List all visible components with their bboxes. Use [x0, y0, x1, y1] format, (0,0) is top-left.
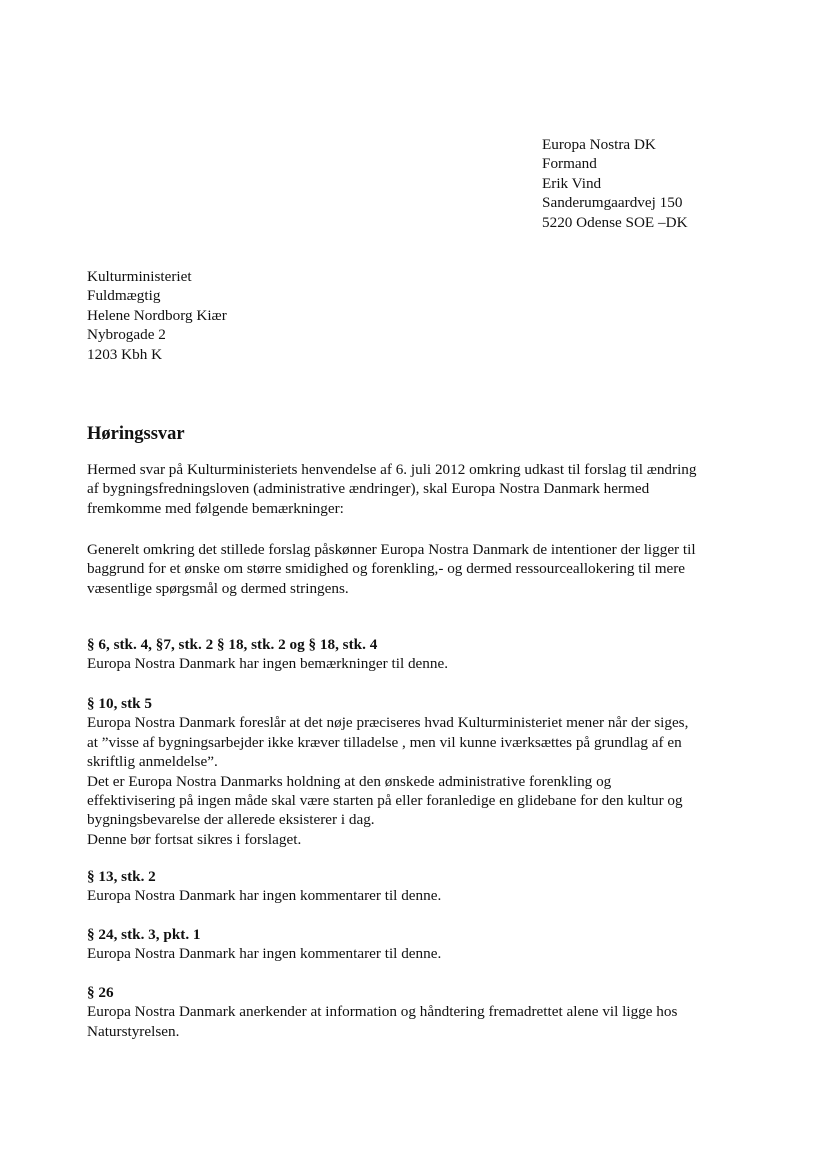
general-line: baggrund for et ønske om større smidighed og forenkling,- og dermed ressourceallokering til mere — [87, 560, 686, 578]
section-heading: § 13, stk. 2 — [87, 868, 156, 885]
section-line: Det er Europa Nostra Danmarks holdning at den ønskede administrative forenkling og — [87, 772, 612, 790]
sender-role: Formand — [542, 155, 597, 173]
intro-line: Hermed svar på Kulturministeriets henvendelse af 6. juli 2012 omkring udkast til forslag til ændring — [87, 461, 697, 478]
section-line: effektivisering på ingen måde skal være starten på eller foranledige en glidebane for den kultur og — [87, 792, 683, 810]
section-heading: § 6, stk. 4, §7, stk. 2 § 18, stk. 2 og § 18, stk. 4 — [87, 636, 378, 653]
section-line: Europa Nostra Danmark har ingen bemærkninger til denne. — [87, 655, 449, 673]
section-heading: § 10, stk 5 — [87, 695, 152, 712]
recipient-city: 1203 Kbh K — [87, 345, 163, 363]
general-line: væsentlige spørgsmål og dermed stringens. — [87, 579, 349, 597]
section-line: Europa Nostra Danmark har ingen kommentarer til denne. — [87, 945, 442, 963]
section-heading: § 24, stk. 3, pkt. 1 — [87, 926, 201, 943]
sender-street: Sanderumgaardvej 150 — [542, 194, 683, 212]
section-13 — [87, 867, 747, 906]
recipient-address — [87, 267, 487, 364]
intro-paragraph — [87, 460, 747, 518]
section-line: Europa Nostra Danmark har ingen kommentarer til denne. — [87, 887, 442, 905]
general-paragraph — [87, 540, 747, 598]
section-26 — [87, 983, 747, 1041]
intro-line: af bygningsfredningsloven (administrative ændringer), skal Europa Nostra Danmark hermed — [87, 480, 650, 498]
sender-address — [542, 135, 812, 232]
general-line: Generelt omkring det stillede forslag påskønner Europa Nostra Danmark de intentioner der ligger til — [87, 541, 696, 558]
section-10 — [87, 694, 747, 849]
sender-city: 5220 Odense SOE –DK — [542, 213, 688, 231]
recipient-street: Nybrogade 2 — [87, 326, 166, 344]
section-line: Naturstyrelsen. — [87, 1022, 180, 1040]
section-24 — [87, 925, 747, 964]
section-heading: § 26 — [87, 984, 114, 1001]
section-line: at ”visse af bygningsarbejder ikke kræver tilladelse , men vil kunne iværksættes på grundlag af en — [87, 733, 682, 751]
sender-name: Erik Vind — [542, 174, 602, 192]
document-title: Høringssvar — [87, 424, 185, 444]
recipient-org: Kulturministeriet — [87, 268, 192, 285]
recipient-role: Fuldmægtig — [87, 287, 161, 305]
sender-org: Europa Nostra DK — [542, 136, 656, 153]
section-line: Europa Nostra Danmark foreslår at det nøje præciseres hvad Kulturministeriet mener når der siges, — [87, 714, 689, 732]
intro-line: fremkomme med følgende bemærkninger: — [87, 499, 344, 517]
section-6-7-18 — [87, 635, 747, 674]
section-line: Denne bør fortsat sikres i forslaget. — [87, 830, 302, 848]
section-line: bygningsbevarelse der allerede eksisterer i dag. — [87, 811, 375, 829]
section-line: skriftlig anmeldelse”. — [87, 753, 218, 771]
recipient-name: Helene Nordborg Kiær — [87, 306, 227, 324]
section-line: Europa Nostra Danmark anerkender at information og håndtering fremadrettet alene vil ligge hos — [87, 1003, 678, 1021]
